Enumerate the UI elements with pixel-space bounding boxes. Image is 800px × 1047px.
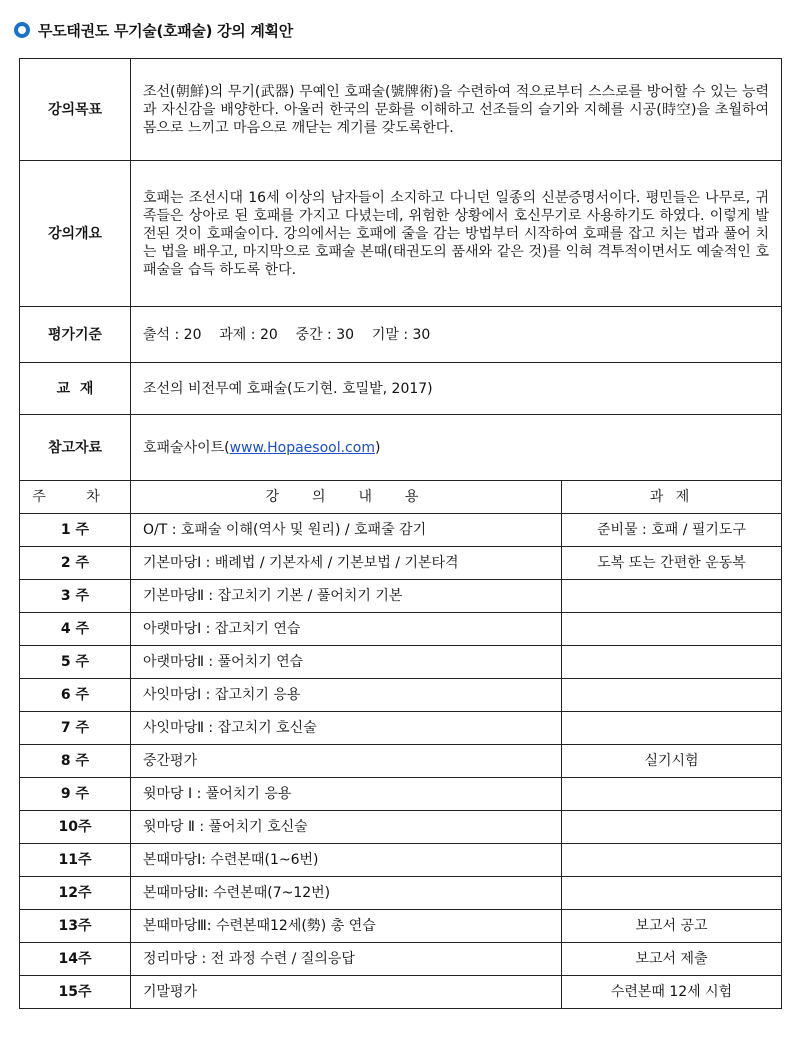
task-cell (562, 877, 782, 910)
schedule-row (20, 613, 782, 646)
task-cell (562, 712, 782, 745)
task-cell: 준비물 : 호패 / 필기도구 (562, 514, 782, 547)
week-cell: 9 주 (20, 778, 131, 811)
task-cell: 보고서 공고 (562, 910, 782, 943)
schedule-row (20, 514, 782, 547)
task-column-header: 과 제 (562, 481, 782, 514)
content-cell: 본때마당Ⅱ: 수련본때(7~12번) (131, 877, 562, 910)
references-cell (131, 415, 782, 481)
content-cell: O/T : 호패술 이해(역사 및 원리) / 호패줄 감기 (131, 514, 562, 547)
week-cell: 6 주 (20, 679, 131, 712)
week-cell: 13주 (20, 910, 131, 943)
week-cell: 1 주 (20, 514, 131, 547)
content-cell: 본때마당Ⅰ: 수련본때(1~6번) (131, 844, 562, 877)
textbook-text: 조선의 비전무예 호패술(도기현. 호밀밭, 2017) (131, 363, 782, 415)
schedule-row (20, 745, 782, 778)
content-cell: 윗마당 Ⅱ : 풀어치기 호신술 (131, 811, 562, 844)
week-cell: 14주 (20, 943, 131, 976)
page-header (14, 18, 293, 42)
task-cell: 보고서 제출 (562, 943, 782, 976)
overview-row (20, 161, 782, 307)
content-cell: 아랫마당Ⅰ : 잡고치기 연습 (131, 613, 562, 646)
overview-label: 강의개요 (20, 161, 131, 307)
schedule-row (20, 943, 782, 976)
hopaesool-site-link[interactable]: www.Hopaesool.com (229, 439, 375, 456)
objective-text: 조선(朝鮮)의 무기(武器) 무예인 호패술(號牌術)을 수련하여 적으로부터 스스로를 방어할 수 있는 능력과 자신감을 배양한다. 아울러 한국의 문화를 이해하고 선조들의 슬기와 지혜를 시공(時空)을 초월하여 몸으로 느끼고 마음으로 깨닫는 계기를 갖도록한다. (131, 59, 782, 161)
content-cell: 윗마당 Ⅰ : 풀어치기 응용 (131, 778, 562, 811)
evaluation-text: 출석 : 20 과제 : 20 중간 : 30 기말 : 30 (131, 307, 782, 363)
week-cell: 2 주 (20, 547, 131, 580)
content-cell: 기본마당Ⅰ : 배례법 / 기본자세 / 기본보법 / 기본타격 (131, 547, 562, 580)
week-cell: 8 주 (20, 745, 131, 778)
content-cell: 사잇마당Ⅰ : 잡고치기 응용 (131, 679, 562, 712)
evaluation-label: 평가기준 (20, 307, 131, 363)
schedule-body (20, 514, 782, 1009)
week-cell: 11주 (20, 844, 131, 877)
task-cell (562, 844, 782, 877)
schedule-row (20, 547, 782, 580)
task-cell (562, 778, 782, 811)
schedule-row (20, 778, 782, 811)
task-cell (562, 811, 782, 844)
schedule-row (20, 844, 782, 877)
task-cell: 실기시험 (562, 745, 782, 778)
task-cell: 수련본때 12세 시험 (562, 976, 782, 1009)
content-cell: 사잇마당Ⅱ : 잡고치기 호신술 (131, 712, 562, 745)
content-cell: 본때마당Ⅲ: 수련본때12세(勢) 총 연습 (131, 910, 562, 943)
content-cell: 아랫마당Ⅱ : 풀어치기 연습 (131, 646, 562, 679)
syllabus-table (19, 58, 782, 1009)
task-cell (562, 646, 782, 679)
content-column-header: 강 의 내 용 (131, 481, 562, 514)
week-cell: 5 주 (20, 646, 131, 679)
week-cell: 7 주 (20, 712, 131, 745)
week-cell: 15주 (20, 976, 131, 1009)
week-cell: 12주 (20, 877, 131, 910)
task-cell (562, 580, 782, 613)
schedule-row (20, 877, 782, 910)
content-cell: 기본마당Ⅱ : 잡고치기 기본 / 풀어치기 기본 (131, 580, 562, 613)
schedule-row (20, 976, 782, 1009)
week-cell: 4 주 (20, 613, 131, 646)
page-title: 무도태권도 무기술(호패술) 강의 계획안 (38, 21, 293, 40)
task-cell (562, 613, 782, 646)
objective-label: 강의목표 (20, 59, 131, 161)
evaluation-row (20, 307, 782, 363)
week-cell: 3 주 (20, 580, 131, 613)
task-cell: 도복 또는 간편한 운동복 (562, 547, 782, 580)
schedule-row (20, 910, 782, 943)
content-cell: 정리마당 : 전 과정 수련 / 질의응답 (131, 943, 562, 976)
references-prefix: 호패술사이트( (143, 439, 230, 456)
references-suffix: ) (374, 439, 381, 456)
references-row (20, 415, 782, 481)
schedule-row (20, 646, 782, 679)
task-cell (562, 679, 782, 712)
schedule-row (20, 580, 782, 613)
overview-text: 호패는 조선시대 16세 이상의 남자들이 소지하고 다니던 일종의 신분증명서이다. 평민들은 나무로, 귀족들은 상아로 된 호패를 가지고 다녔는데, 위험한 상황에서 호신무기로 사용하기도 하였다. 이렇게 발전된 것이 호패술이다. 강의에서는 호패에 줄을 감는 방법부터 시작하여 호패를 잡고 치는 법과 풀어 치는 법을 배우고, 마지막으로 호패술 본때(태권도의 품새와 같은 것)를 익혀 격투적이면서도 예술적인 호패술을 습득 하도록 한다. (131, 161, 782, 307)
week-cell: 10주 (20, 811, 131, 844)
week-column-header: 주 차 (20, 481, 131, 514)
content-cell: 중간평가 (131, 745, 562, 778)
objective-row (20, 59, 782, 161)
schedule-header-row (20, 481, 782, 514)
references-label: 참고자료 (20, 415, 131, 481)
schedule-row (20, 811, 782, 844)
schedule-row (20, 679, 782, 712)
circle-bullet-icon (14, 22, 30, 38)
textbook-row (20, 363, 782, 415)
schedule-row (20, 712, 782, 745)
textbook-label: 교 재 (20, 363, 131, 415)
content-cell: 기말평가 (131, 976, 562, 1009)
